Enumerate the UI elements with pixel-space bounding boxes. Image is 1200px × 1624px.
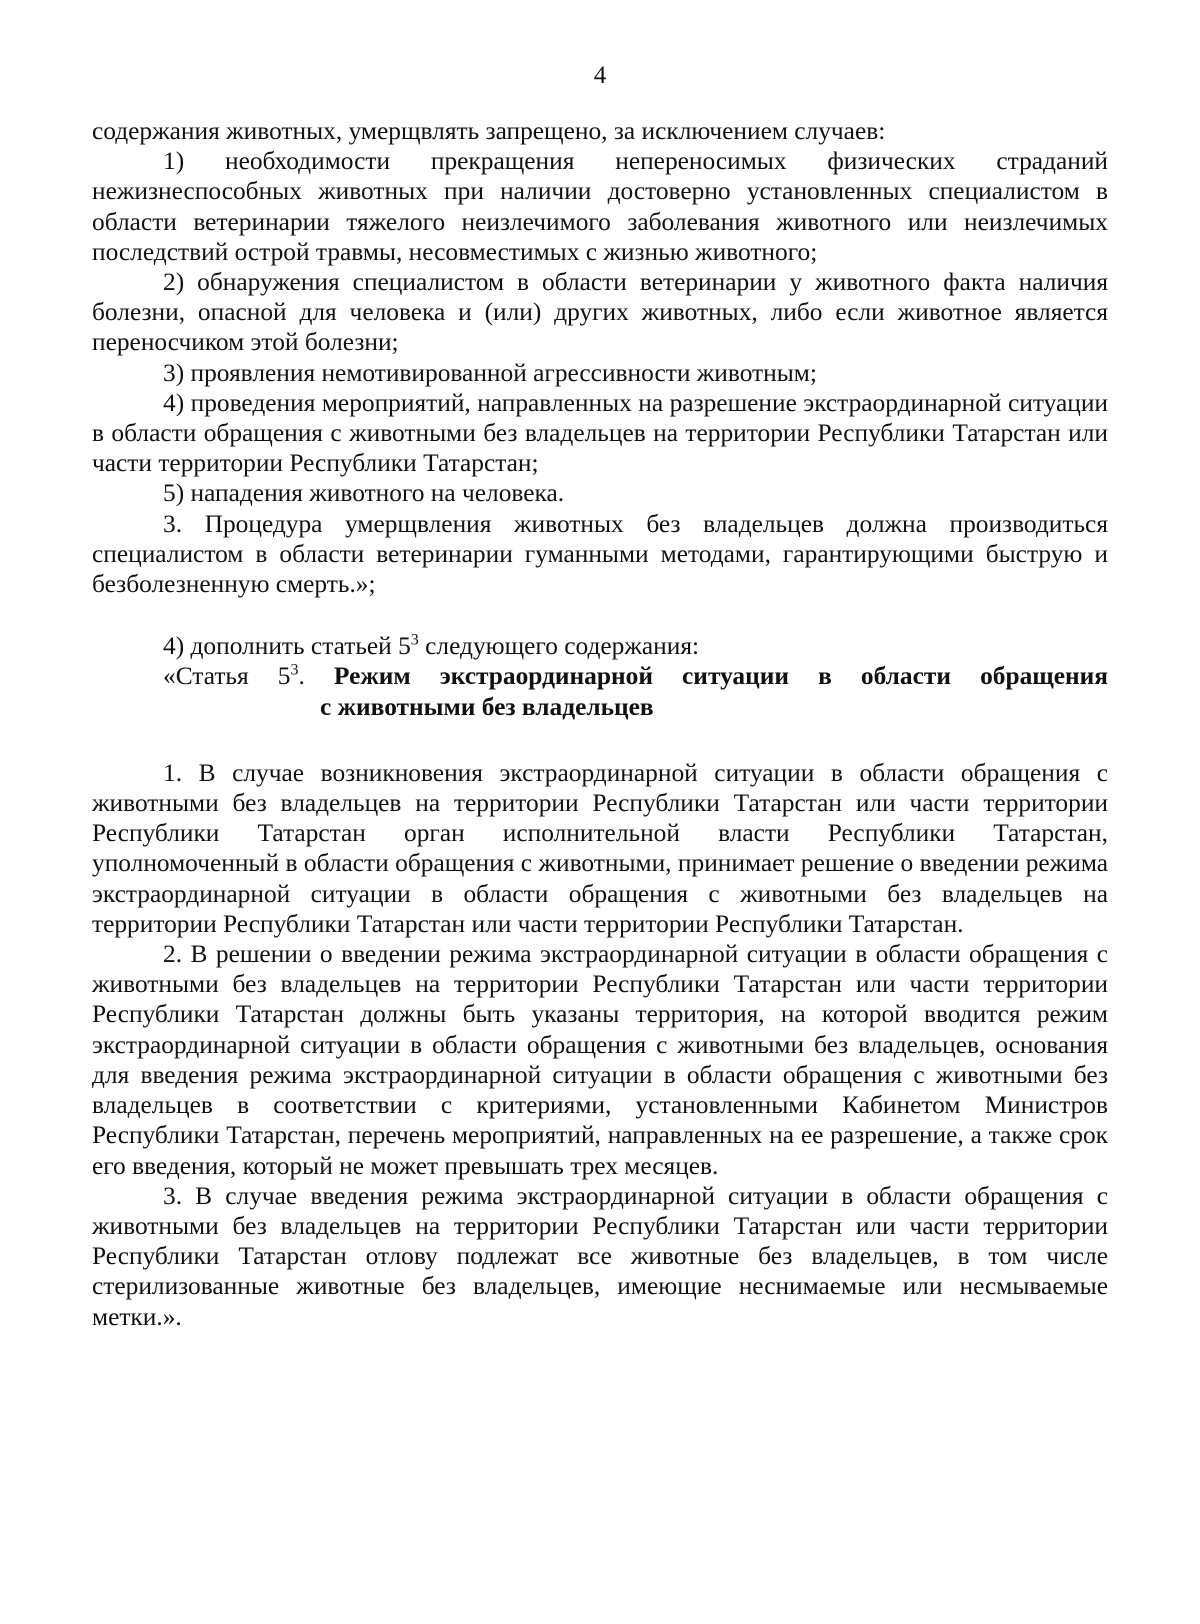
paragraph-continuation: содержания животных, умерщвлять запрещено, за исключением случаев: bbox=[92, 117, 886, 145]
article-part-2: 2. В решении о введении режима экстраординарной ситуации в области обращения с животными без владельцев на территории Республики Татарстан или части территории Республики Татарстан должны быть указаны территория, на которой вводится режим экстраординарной ситуации в области обращения с животными без владельцев, основания для введения режима экстраординарной ситуации в области обращения с животными без владельцев в соответствии с критериями, установленными Кабинетом Министров Республики Татарстан, перечень мероприятий, направленных на ее разрешение, а также срок его введения, который не может превышать трех месяцев. bbox=[92, 940, 1108, 1180]
list-item-5: 5) нападения животного на человека. bbox=[163, 479, 565, 508]
article-heading: «Статья $5^3$. Режим экстраординарной ситуации в области обращения bbox=[163, 661, 1108, 691]
document-body bbox=[92, 116, 1108, 1332]
spacer bbox=[92, 722, 1108, 758]
article-part-1: 1. В случае возникновения экстраординарной ситуации в области обращения с животными без владельцев на территории Республики Татарстан или части территории Республики Татарстан орган исполнительной власти Республики Татарстан, уполномоченный в области обращения с животными, принимает решение о введении режима экстраординарной ситуации в области обращения с животными без владельцев на территории Республики Татарстан или части территории Республики Татарстан. bbox=[92, 758, 1108, 938]
article-title-line-2: с животными без владельцев bbox=[320, 692, 654, 721]
article-title-line-1: Режим экстраординарной ситуации в области обращения bbox=[333, 662, 1108, 691]
list-item-1: 1) необходимости прекращения непереносимых физических страданий нежизнеспособных животных при наличии достоверно установленных специалистом в области ветеринарии тяжелого неизлечимого заболевания животного или неизлечимых последствий острой травмы, несовместимых с жизнью животного; bbox=[92, 147, 1108, 266]
clause-3-paragraph: 3. Процедура умерщвления животных без владельцев должна производиться специалистом в области ветеринарии гуманными методами, гарантирующими быструю и безболезненную смерть.»; bbox=[92, 509, 1108, 599]
list-item-2: 2) обнаружения специалистом в области ветеринарии у животного факта наличия болезни, опасной для человека и (или) других животных, либо если животное является переносчиком этой болезни; bbox=[92, 268, 1108, 357]
article-part-3: 3. В случае введения режима экстраординарной ситуации в области обращения с животными без владельцев на территории Республики Татарстан или части территории Республики Татарстан отлову подлежат все животные без владельцев, в том числе стерилизованные животные без владельцев, имеющие неснимаемые или несмываемые метки.». bbox=[92, 1181, 1108, 1331]
list-item-4: 4) проведения мероприятий, направленных на разрешение экстраординарной ситуации в области обращения с животными без владельцев на территории Республики Татарстан или части территории Республики Татарстан; bbox=[92, 388, 1108, 478]
list-item-3: 3) проявления немотивированной агрессивности животным; bbox=[163, 358, 817, 387]
amendment-paragraph: 4) дополнить статьей $5^3$ следующего содержания: bbox=[163, 631, 700, 661]
page-number: 4 bbox=[593, 62, 607, 89]
spacer bbox=[92, 599, 1108, 631]
